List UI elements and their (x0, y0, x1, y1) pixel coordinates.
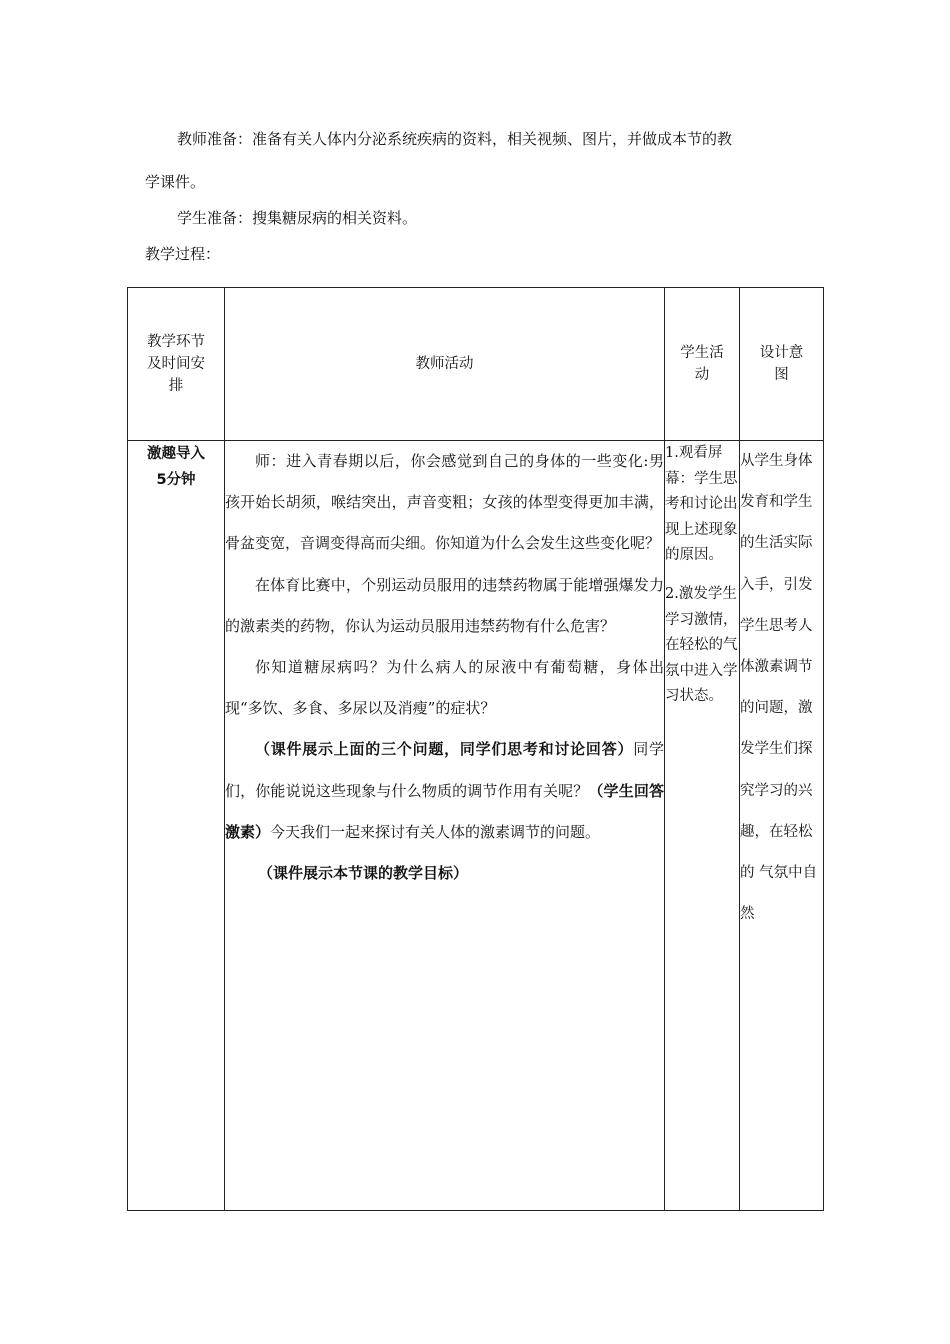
teacher-paragraph-1: 师：进入青春期以后，你会感觉到自己的身体的一些变化:男孩开始长胡须，喉结突出，声音变粗；女孩的体型变得更加丰满，骨盆变宽，音调变得高而尖细。你知道为什么会发生这些变化呢？ (225, 452, 664, 553)
header-cell-intent (740, 288, 824, 441)
student-prep: 学生准备：搜集糖尿病的相关资料。 (177, 209, 418, 227)
header-intent: 设计意图 (759, 345, 804, 383)
teacher-prep-line1: 教师准备：准备有关人体内分泌系统疾病的资料，相关视频、图片，并做成本节的教 (177, 130, 733, 148)
teacher-paragraph-5 (225, 853, 664, 894)
teacher-transition: 今天我们一起来探讨有关人体的激素调节的问题。 (270, 822, 601, 841)
teacher-paragraph-2: 在体育比赛中，个别运动员服用的违禁药物属于能增强爆发力的激素类的药物，你认为运动员服用违禁药物有什么危害？ (225, 575, 664, 635)
teacher-question: 同学们，你能说说这些现象与什么物质的调节作用有关呢？ (225, 740, 664, 800)
section-time: 5分钟 (156, 472, 196, 488)
lesson-plan-table (127, 287, 824, 1211)
header-teacher: 教师活动 (415, 356, 474, 372)
design-intent-cell (740, 441, 824, 1211)
student-activity-cell (665, 441, 740, 1211)
design-intent-text: 从学生身体发育和学生的生活实际入手，引发学生思考人体激素调节的问题，激发学生们探究学习的兴趣，在轻松的 气氛中自然 (740, 453, 818, 923)
header-stage: 教学环节及时间安排 (147, 334, 205, 394)
student-answer-note: （学生回答激素） (225, 781, 664, 841)
table-header-row (128, 288, 824, 441)
header-cell-teacher (225, 288, 665, 441)
section-title: 激趣导入 (147, 446, 205, 462)
header-cell-student (665, 288, 740, 441)
teacher-activity-cell (225, 441, 665, 1211)
header-cell-stage (128, 288, 225, 441)
table-row (128, 441, 824, 1211)
teacher-prep-line2: 学课件。 (145, 173, 206, 191)
section-cell (128, 441, 225, 1211)
courseware-note: （课件展示上面的三个问题，同学们思考和讨论回答） (255, 740, 634, 759)
process-label: 教学过程： (145, 245, 221, 263)
objectives-note: （课件展示本节课的教学目标） (258, 864, 469, 883)
header-student: 学生活动 (680, 345, 724, 383)
student-activity-1: 1.观看屏幕：学生思考和讨论出现上述现象的原因。 (665, 445, 738, 564)
teacher-paragraph-3: 你知道糖尿病吗？为什么病人的尿液中有葡萄糖，身体出现“多饮、多食、多尿以及消瘦”的症状？ (225, 658, 664, 718)
student-activity-2: 2.激发学生学习激情，在轻松的气氛中进入学习状态。 (665, 585, 738, 705)
teacher-paragraph-4 (225, 729, 664, 853)
